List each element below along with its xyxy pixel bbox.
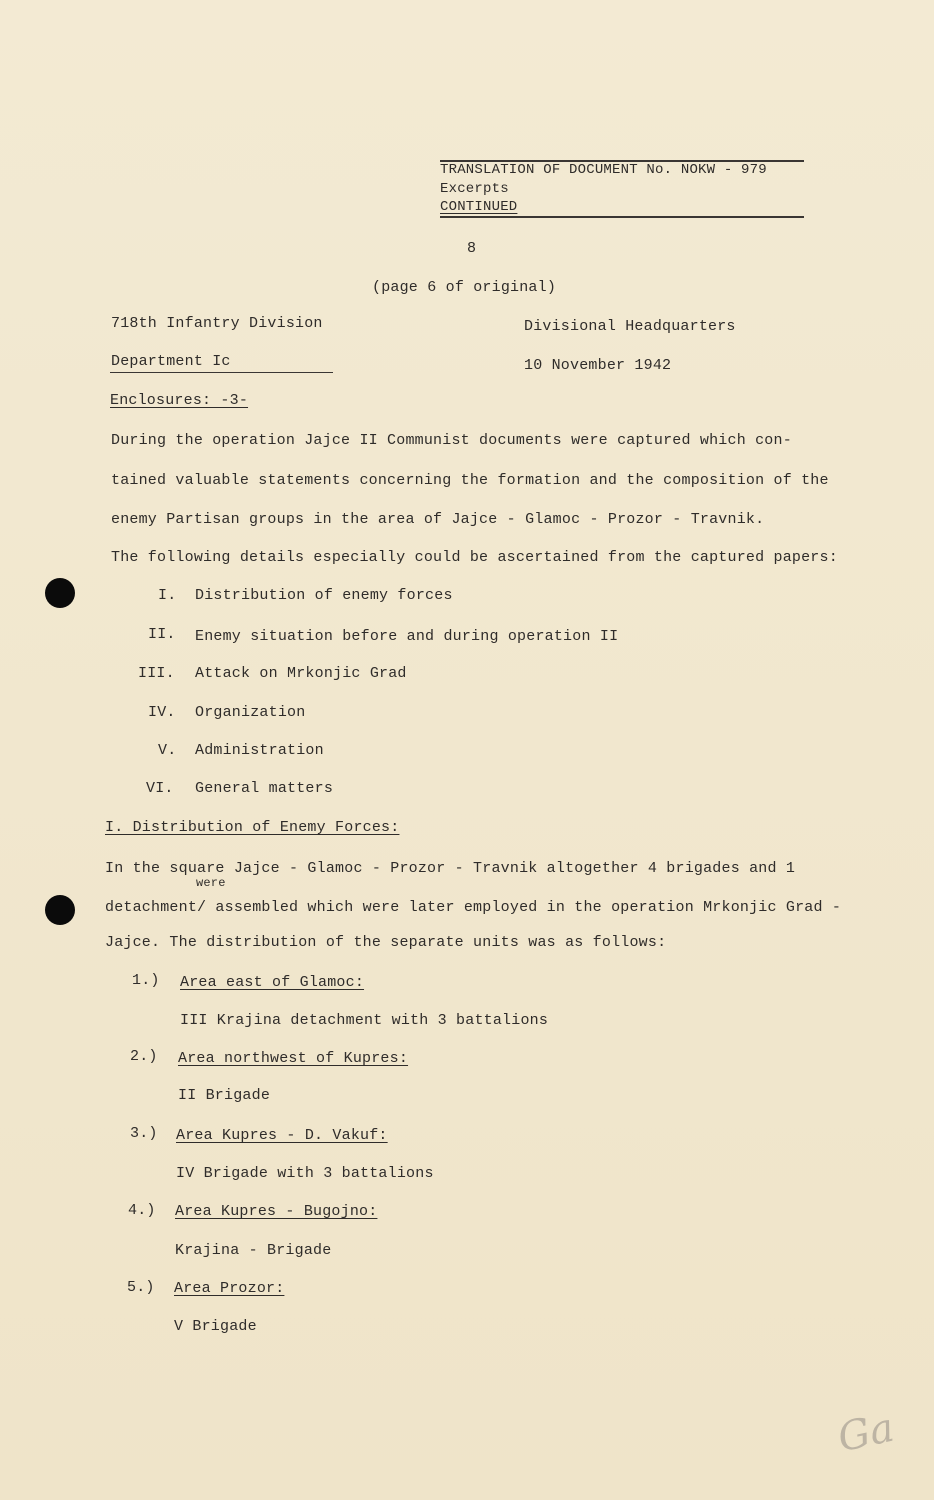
enclosures-label: Enclosures: -3- (110, 392, 249, 409)
outline-text: General matters (195, 780, 334, 797)
outline-num: V. (158, 742, 177, 759)
outline-num: III. (138, 665, 175, 682)
translation-line: TRANSLATION OF DOCUMENT No. NOKW - 979 (440, 162, 767, 178)
area-title: Area Prozor: (174, 1280, 285, 1297)
area-num: 4.) (128, 1202, 156, 1219)
area-title: Area northwest of Kupres: (178, 1050, 409, 1067)
area-title: Area east of Glamoc: (180, 974, 365, 991)
outline-text: Enemy situation before and during operation II (195, 628, 619, 645)
outline-text: Administration (195, 742, 324, 759)
outline-num: VI. (146, 780, 174, 797)
page-number: 8 (467, 240, 477, 257)
punch-hole-top (45, 578, 75, 608)
continued-label: CONTINUED (440, 199, 518, 215)
area-detail: II Brigade (178, 1087, 271, 1104)
section-line-1: In the square Jajce - Glamoc - Prozor - Travnik altogether 4 brigades and 1 (105, 860, 796, 877)
outline-num: IV. (148, 704, 176, 721)
headquarters-label: Divisional Headquarters (524, 318, 736, 335)
punch-hole-bottom (45, 895, 75, 925)
intro-line-3: enemy Partisan groups in the area of Jajce - Glamoc - Prozor - Travnik. (111, 511, 765, 528)
original-page-note: (page 6 of original) (372, 279, 557, 296)
area-num: 5.) (127, 1279, 155, 1296)
section-insert: were (196, 876, 226, 890)
department-underline (110, 372, 333, 373)
section-line-2: detachment/ assembled which were later employed in the operation Mrkonjic Grad - (105, 899, 842, 916)
area-num: 1.) (132, 972, 160, 989)
excerpts-label: Excerpts (440, 181, 509, 197)
division-name: 718th Infantry Division (111, 315, 323, 332)
outline-text: Attack on Mrkonjic Grad (195, 665, 407, 682)
area-title: Area Kupres - D. Vakuf: (176, 1127, 388, 1144)
outline-text: Distribution of enemy forces (195, 587, 453, 604)
area-num: 3.) (130, 1125, 158, 1142)
area-detail: Krajina - Brigade (175, 1242, 332, 1259)
area-title: Area Kupres - Bugojno: (175, 1203, 378, 1220)
area-num: 2.) (130, 1048, 158, 1065)
area-detail: IV Brigade with 3 battalions (176, 1165, 434, 1182)
intro-line-4: The following details especially could be ascertained from the captured papers: (111, 549, 838, 566)
area-detail: V Brigade (174, 1318, 257, 1335)
section-line-3: Jajce. The distribution of the separate units was as follows: (105, 934, 667, 951)
department-name: Department Ic (111, 353, 231, 370)
outline-num: II. (148, 626, 176, 643)
area-detail: III Krajina detachment with 3 battalions (180, 1012, 549, 1029)
outline-num: I. (158, 587, 177, 604)
outline-text: Organization (195, 704, 306, 721)
header-bottom-rule (440, 216, 804, 218)
intro-line-2: tained valuable statements concerning the formation and the composition of the (111, 472, 829, 489)
section-heading: I. Distribution of Enemy Forces: (105, 819, 400, 836)
pencil-initials: Ga (833, 1404, 898, 1462)
intro-line-1: During the operation Jajce II Communist documents were captured which con- (111, 432, 792, 449)
document-date: 10 November 1942 (524, 357, 672, 374)
